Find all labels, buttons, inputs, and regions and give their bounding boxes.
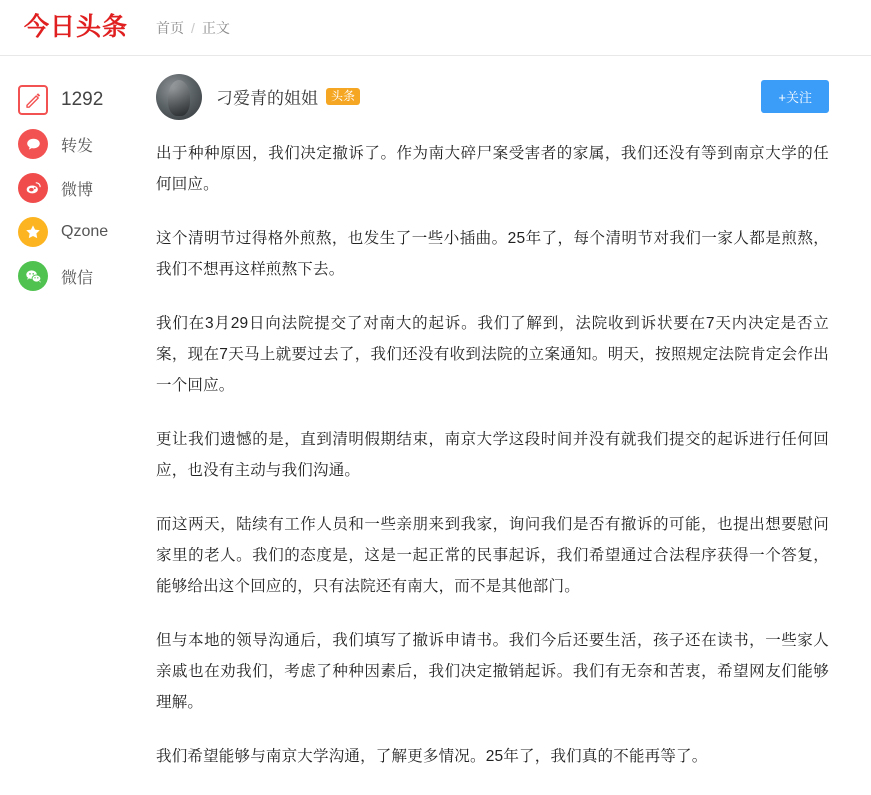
follow-button[interactable]: +关注 [761,80,829,113]
author-name[interactable]: 刁爱青的姐姐 [216,89,318,108]
article-paragraph: 但与本地的领导沟通后，我们填写了撤诉申请书。我们今后还要生活，孩子还在读书，一些家人亲戚也在劝我们，考虑了种种因素后，我们决定撤销起诉。我们有无奈和苦衷，希望网友们能够理解。 [156,632,829,711]
breadcrumb-home[interactable]: 首页 [156,19,185,36]
share-sidebar [0,56,148,298]
breadcrumb-separator: / [191,19,195,36]
author-row [156,74,829,120]
comment-icon [18,129,48,159]
wechat-icon [18,261,48,291]
sidebar-item-qzone[interactable] [0,210,148,254]
sidebar-item-wechat[interactable] [0,254,148,298]
sidebar-item-label: 转发 [61,137,94,155]
site-logo[interactable]: 今日头条 [24,13,129,41]
article-body [156,138,829,772]
article-paragraph: 出于种种原因，我们决定撤诉了。作为南大碎尸案受害者的家属，我们还没有等到南京大学的任何回应。 [156,145,829,193]
avatar[interactable] [156,74,202,120]
sidebar-item-label: 微信 [61,269,94,287]
article-paragraph: 我们希望能够与南京大学沟通，了解更多情况。25年了，我们真的不能再等了。 [156,748,708,765]
compose-icon [18,85,48,115]
page-body [0,56,871,795]
sidebar-item-label: Qzone [61,223,109,240]
breadcrumb [156,18,230,38]
sidebar-item-weibo[interactable] [0,166,148,210]
qzone-icon [18,217,48,247]
article-content [148,56,871,795]
sidebar-item-comment-count[interactable] [0,78,148,122]
article-paragraph: 我们在3月29日向法院提交了对南大的起诉。我们了解到，法院收到诉状要在7天内决定是否立案，现在7天马上就要过去了，我们还没有收到法院的立案通知。明天，按照规定法院肯定会作出一个回应。 [156,315,829,394]
breadcrumb-current: 正文 [201,19,230,36]
status-badge: 头条 [326,88,360,105]
article-paragraph: 更让我们遗憾的是，直到清明假期结束，南京大学这段时间并没有就我们提交的起诉进行任何回应，也没有主动与我们沟通。 [156,431,829,479]
sidebar-item-repost[interactable] [0,122,148,166]
article-paragraph: 这个清明节过得格外煎熬，也发生了一些小插曲。25年了，每个清明节对我们一家人都是煎熬，我们不想再这样煎熬下去。 [156,230,829,278]
article-paragraph: 而这两天，陆续有工作人员和一些亲朋来到我家，询问我们是否有撤诉的可能，也提出想要慰问家里的老人。我们的态度是，这是一起正常的民事起诉，我们希望通过合法程序获得一个答复，能够给出这个回应的，只有法院还有南大，而不是其他部门。 [156,516,829,595]
weibo-icon [18,173,48,203]
sidebar-item-label: 微博 [61,181,94,199]
site-header [0,0,871,56]
sidebar-item-label: 1292 [61,89,104,110]
author-meta [216,74,747,109]
